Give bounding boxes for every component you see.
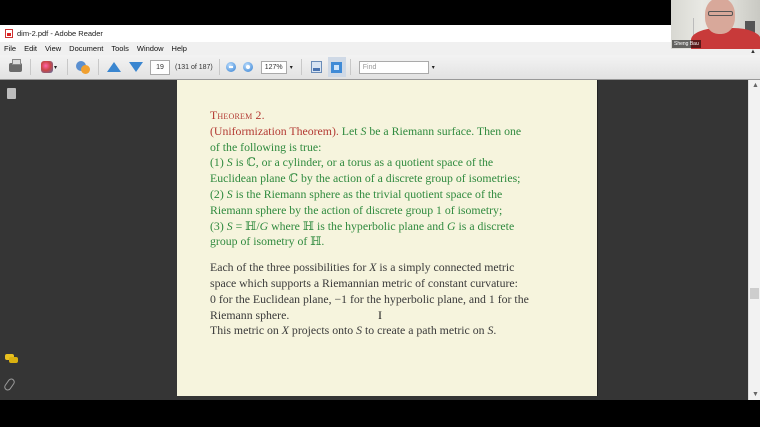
zoom-in-icon[interactable]: [243, 62, 253, 72]
zoom-dropdown-icon[interactable]: ▾: [289, 64, 293, 71]
toolbar-separator: [98, 59, 99, 75]
collaborate-button[interactable]: [74, 58, 92, 76]
title-bar: [0, 25, 760, 42]
menu-view[interactable]: View: [45, 44, 62, 53]
toolbar-separator: [30, 59, 31, 75]
scroll-up-icon[interactable]: ▲: [752, 82, 759, 89]
window-title: dim-2.pdf - Adobe Reader: [17, 29, 103, 38]
collapse-ribbon-icon[interactable]: ▲: [750, 49, 756, 55]
body-paragraph-line: Riemann sphere.: [210, 307, 290, 322]
webcam-video-thumbnail[interactable]: [671, 0, 760, 49]
find-dropdown-icon[interactable]: ▾: [431, 64, 435, 71]
page-content: [210, 108, 580, 339]
theorem-case-3: (3) S = ℍ/G where ℍ is the hyperbolic plane and G is a discrete: [210, 218, 515, 233]
create-pdf-icon: [41, 61, 53, 73]
screen-share-top-band: [0, 0, 760, 25]
previous-page-button[interactable]: [105, 58, 123, 76]
comments-icon[interactable]: [5, 354, 19, 364]
menu-document[interactable]: Document: [69, 44, 104, 53]
find-input[interactable]: Find: [359, 61, 429, 74]
dropdown-arrow-icon: ▾: [53, 64, 57, 71]
screen-share-bottom-band: [0, 400, 760, 427]
theorem-case-1: (1) S is ℂ, or a cylinder, or a torus as a quotient space of the: [210, 155, 494, 170]
text-cursor-icon: I: [378, 308, 382, 322]
toolbar-separator: [301, 59, 302, 75]
menu-help[interactable]: Help: [171, 44, 187, 53]
fit-page-button[interactable]: [308, 58, 326, 76]
next-page-button[interactable]: [127, 58, 145, 76]
scroll-thumb[interactable]: [750, 288, 759, 299]
toolbar: [0, 55, 760, 80]
fit-page-icon: [311, 61, 322, 73]
collaborate-icon: [76, 61, 90, 74]
page-count: (131 of 187): [175, 63, 213, 71]
body-paragraph-line: 0 for the Euclidean plane, −1 for the hyperbolic plane, and 1 for the: [210, 291, 529, 306]
scroll-down-icon[interactable]: ▼: [752, 391, 759, 398]
full-screen-button[interactable]: [328, 57, 346, 77]
full-screen-icon: [331, 62, 342, 73]
participant-face: [705, 0, 735, 34]
theorem-statement-line: group of isometry of ℍ.: [210, 234, 325, 249]
vertical-scrollbar[interactable]: [748, 80, 760, 400]
pdf-file-icon: [5, 29, 13, 38]
body-paragraph-line: This metric on X projects onto S to create a path metric on S.: [210, 323, 497, 338]
body-paragraph-line: space which supports a Riemannian metric of constant curvature:: [210, 275, 518, 290]
print-button[interactable]: [6, 58, 24, 76]
toolbar-separator: [219, 59, 220, 75]
menu-tools[interactable]: Tools: [111, 44, 129, 53]
page-number-input[interactable]: 19: [150, 60, 170, 75]
pdf-page: [177, 80, 598, 396]
menu-window[interactable]: Window: [136, 44, 164, 53]
theorem-statement-line: Riemann sphere by the action of discrete group 1 of isometry;: [210, 202, 503, 217]
theorem-case-2: (2) S is the Riemann sphere as the trivial quotient space of the: [210, 186, 503, 201]
navigation-pane: [0, 80, 22, 400]
menu-bar: [0, 42, 760, 55]
previous-page-icon: [107, 62, 121, 72]
theorem-statement-line: Euclidean plane ℂ by the action of a discrete group of isometries;: [210, 171, 521, 186]
toolbar-separator: [67, 59, 68, 75]
toolbar-separator: [350, 59, 351, 75]
printer-icon: [9, 63, 22, 72]
participant-name: Sheng Bau: [674, 41, 699, 47]
create-pdf-button[interactable]: [37, 58, 61, 76]
zoom-level-input[interactable]: 127%: [261, 61, 287, 74]
body-paragraph-line: Each of the three possibilities for X is a simply connected metric: [210, 260, 515, 275]
menu-file[interactable]: File: [4, 44, 17, 53]
menu-edit[interactable]: Edit: [24, 44, 38, 53]
theorem-statement-line: of the following is true:: [210, 139, 322, 154]
theorem-heading: Theorem 2.: [210, 108, 265, 122]
theorem-statement-line: (Uniformization Theorem). Let S be a Riemann surface. Then one: [210, 123, 522, 138]
next-page-icon: [129, 62, 143, 72]
zoom-out-icon[interactable]: [226, 62, 236, 72]
pages-icon[interactable]: [7, 88, 16, 99]
theorem-name: (Uniformization Theorem).: [210, 123, 339, 138]
